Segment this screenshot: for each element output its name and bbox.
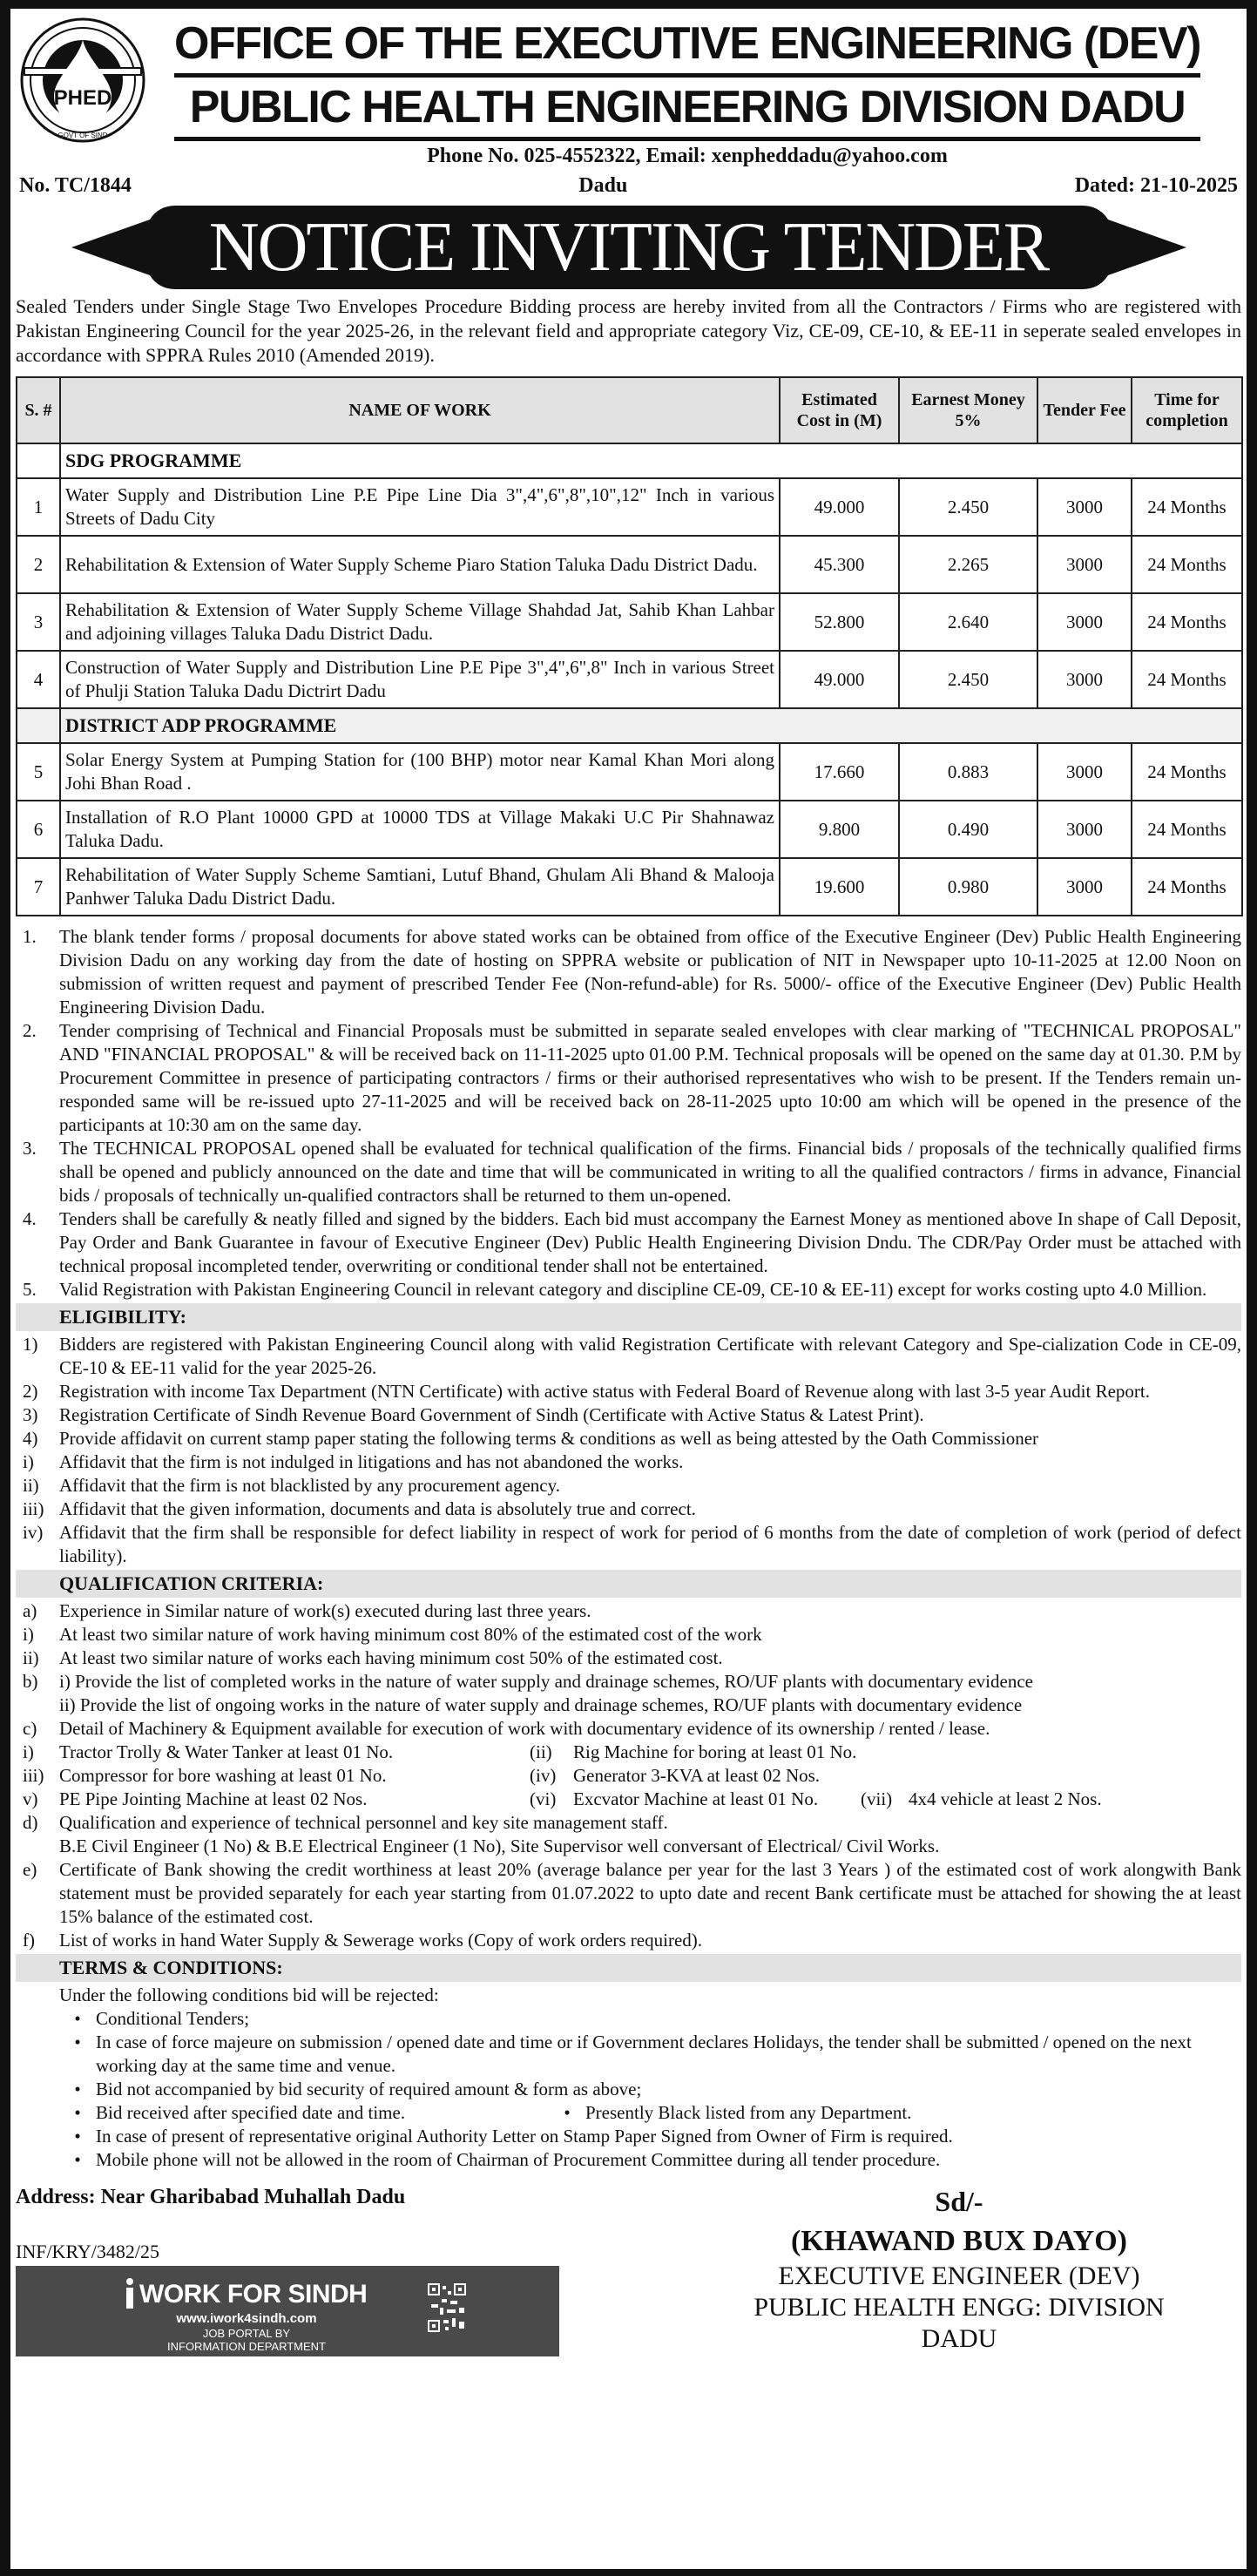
phed-logo [17,16,148,145]
cell-tender-fee: 3000 [1037,593,1132,651]
terms-bullet [16,2148,1241,2172]
cell-earnest-money: 0.490 [899,801,1037,858]
cell-work-name: Solar Energy System at Pumping Station for (100 BHP) motor near Kamal Khan Mori along Johi Bhan Road . [60,743,780,801]
section-title: DISTRICT ADP PROGRAMME [60,708,1242,743]
cell-tender-fee: 3000 [1037,478,1132,536]
qualification-item [16,1835,1241,1858]
cell-estimated-cost: 49.000 [780,478,899,536]
cell-work-name: Construction of Water Supply and Distribution Line P.E Pipe 3",4",6",8" Inch in various Street of Phulji Station Taluka Dadu Dictrirt Dadu [60,651,780,708]
title-banner-wrap [71,206,1186,289]
cell-sno: 3 [17,593,60,651]
instruction-item [16,1278,1241,1302]
iwork-i-logo-icon [124,2278,136,2309]
cell-sno: 1 [17,478,60,536]
list-marker: 5. [23,1279,37,1300]
list-marker: iii) [23,1498,44,1519]
cell-work-name: Rehabilitation of Water Supply Scheme Samtiani, Lutuf Bhand, Ghulam Ali Bhand & Malooja Panhwer Taluka Dadu District Dadu. [60,858,780,916]
list-text: Affidavit that the firm is not blacklisted by any procurement agency. [59,1475,560,1496]
list-text: Affidavit that the given information, documents and data is absolutely true and correct. [59,1498,696,1519]
cell-earnest-money: 2.265 [899,536,1037,593]
iwork-brand: WORK FOR SINDH [139,2280,368,2309]
table-row [17,478,1242,536]
list-marker: 3. [23,1138,37,1159]
qualification-item [16,1929,1241,1952]
bullet-icon: • [74,2102,81,2123]
bullet-icon: • [74,2149,81,2170]
section-title: SDG PROGRAMME [60,443,1242,478]
list-marker: ii) [23,1647,39,1668]
qualification-item [16,1811,1241,1835]
col-header-name: NAME OF WORK [60,377,780,443]
equipment-marker: i) [23,1741,34,1762]
qualification-item [16,1670,1241,1694]
eligibility-item [16,1450,1241,1474]
works-table-body [17,443,1242,916]
division-title: PUBLIC HEALTH ENGINEERING DIVISION DADU [189,82,1186,132]
logo-caption: GOVT OF SIND [57,132,108,139]
cell-completion-time: 24 Months [1132,478,1242,536]
list-marker: i) [23,1451,34,1472]
notice-title: NOTICE INVITING TENDER [208,209,1049,286]
list-marker: i) [23,1624,34,1645]
cell-earnest-money: 2.450 [899,478,1037,536]
equipment-marker: iii) [23,1765,44,1786]
cell-earnest-money: 2.640 [899,593,1037,651]
signatory-name: (KHAWAND BUX DAYO) [791,2225,1127,2257]
table-row [17,651,1242,708]
bullet-text: Mobile phone will not be allowed in the room of Chairman of Procurement Committee during all tender procedure. [96,2149,941,2170]
equipment-item: Tractor Trolly & Water Tanker at least 01 No. [59,1741,394,1762]
terms-bullet [16,2007,1241,2031]
list-text: The blank tender forms / proposal documents for above stated works can be obtained from office of the Executive Engineer (Dev) Public Health Engineering Division Dadu on any working day from the date of hosting on SPPRA website or publication of NIT in Newspaper upto 10-11-2025 at 12.00 Noon on submission of written request and payment of prescribed Tender Fee (Non-refund-able) for Rs. 5000/- office of the Executive Engineer (Dev) Public Health Engineering Division Dadu. [59,926,1241,1018]
cell-completion-time: 24 Months [1132,801,1242,858]
signatory-designation: EXECUTIVE ENGINEER (DEV) PUBLIC HEALTH ENGG: DIVISION DADU [754,2262,1165,2353]
equipment-item: Excvator Machine at least 01 No. [573,1788,819,1809]
equipment-item: Rig Machine for boring at least 01 No. [573,1741,857,1762]
eligibility-list [16,1333,1241,1568]
list-text: At least two similar nature of work having minimum cost 80% of the estimated cost of the work [59,1624,762,1645]
bullet-text: Bid received after specified date and time. [96,2102,406,2123]
bullet-text: In case of present of representative original Authority Letter on Stamp Paper Signed from Owner of Firm is required. [96,2126,953,2147]
reference-number: No. TC/1844 [19,174,132,197]
instructions-list [16,925,1241,1302]
signature-block [680,2184,1238,2355]
cell-tender-fee: 3000 [1037,651,1132,708]
col-header-fee: Tender Fee [1037,377,1132,443]
bullet-text: Conditional Tenders; [96,2008,250,2029]
list-marker: 3) [23,1404,38,1425]
inf-reference: INF/KRY/3482/25 [16,2241,160,2262]
list-text: Tenders shall be carefully & neatly filled and signed by the bidders. Each bid must accompany the Earnest Money as mentioned above In shape of Call Deposit, Pay Order and Bank Guarantee in favour of Executive Engineer (Dev) Public Health Engineering Division Dndu. The CDR/Pay Order must be attached with technical proposal incompleted tender, overwriting or conditional tender shall not be entertained. [59,1208,1241,1276]
table-row [17,801,1242,858]
notice-date: Dated: 21-10-2025 [1074,174,1238,197]
table-row [17,858,1242,916]
list-text: Experience in Similar nature of work(s) executed during last three years. [59,1600,591,1621]
qualification-item [16,1717,1241,1741]
reference-line [16,169,1241,199]
list-marker: f) [23,1930,35,1951]
list-text: The TECHNICAL PROPOSAL opened shall be evaluated for technical qualification of the firms. Financial bids / proposals of the technically qualified firms shall be opened and publicly announced on the date and time that will be communicated in writing to all the qualified contractors / firms in advance, Financial bids / proposals of technically un-qualified contractors shall be returned to them un-opened. [59,1138,1241,1206]
eligibility-item [16,1427,1241,1450]
qr-code-icon [428,2283,466,2332]
section-row [17,708,1242,743]
header-rule [174,137,1200,141]
office-title: OFFICE OF THE EXECUTIVE ENGINEERING (DEV) [174,18,1200,69]
cell-estimated-cost: 49.000 [780,651,899,708]
list-marker: d) [23,1812,38,1833]
bullet-icon: • [74,2126,81,2147]
table-row [17,743,1242,801]
instruction-item [16,1019,1241,1137]
col-header-cost: Estimated Cost in (M) [780,377,899,443]
list-text: Affidavit that the firm shall be responsible for defect liability in respect of work for period of 6 months from the date of completion of work (period of defect liability). [59,1522,1241,1566]
section-sno [17,443,60,478]
works-table [16,376,1243,916]
equipment-item [909,1741,1241,1764]
cell-work-name: Installation of R.O Plant 10000 GPD at 10000 TDS at Village Makaki U.C Pir Shahnawaz Taluka Dadu. [60,801,780,858]
eligibility-item [16,1403,1241,1427]
cell-completion-time: 24 Months [1132,651,1242,708]
cell-tender-fee: 3000 [1037,858,1132,916]
terms-lead: Under the following conditions bid will be rejected: [59,1984,439,2005]
eligibility-item [16,1521,1241,1568]
letterhead-titles [174,16,1200,169]
terms-bullet [16,2078,1241,2101]
qualification-item [16,1599,1241,1623]
iwork-subtitle: JOB PORTAL BY INFORMATION DEPARTMENT [167,2327,326,2353]
terms-bullet-pair [16,2101,1241,2125]
list-text: Affidavit that the firm is not indulged in litigations and has not abandoned the works. [59,1451,684,1472]
bullet-text: In case of force majeure on submission / opened date and time or if Government declares Holidays, the tender shall be submitted / opened on the next working day at the same time and venue. [96,2032,1192,2076]
cell-work-name: Rehabilitation & Extension of Water Supply Scheme Village Shahdad Jat, Sahib Khan Lahbar and adjoining villages Taluka Dadu District Dadu. [60,593,780,651]
table-header-row [17,377,1242,443]
list-marker [16,1694,59,1717]
table-row [17,593,1242,651]
qualification-heading: QUALIFICATION CRITERIA: [16,1570,1241,1598]
notice-footer [16,2184,1241,2356]
bullet-icon: • [74,2079,81,2099]
equipment-marker: (ii) [530,1741,552,1762]
terms-bullet [16,2125,1241,2148]
list-marker [16,1835,59,1858]
equipment-list [16,1741,1241,1811]
qualification-item [16,1858,1241,1929]
notice-body [16,925,1241,2172]
equipment-item: 4x4 vehicle at least 2 Nos. [909,1788,1102,1809]
terms-bullet-list [16,2007,1241,2172]
place: Dadu [578,174,628,197]
list-marker: ii) [23,1475,39,1496]
qualification-list-continued [16,1811,1241,1952]
bullet-text: Bid not accompanied by bid security of required amount & form as above; [96,2079,642,2099]
iwork4sindh-ad [16,2266,559,2356]
cell-estimated-cost: 17.660 [780,743,899,801]
cell-earnest-money: 0.883 [899,743,1037,801]
cell-work-name: Water Supply and Distribution Line P.E Pipe Line Dia 3",4",6",8",10",12" Inch in various Streets of Dadu City [60,478,780,536]
col-header-earnest: Earnest Money 5% [899,377,1037,443]
equipment-marker: (vi) [530,1788,557,1809]
cell-estimated-cost: 19.600 [780,858,899,916]
office-address: Address: Near Gharibabad Muhallah Dadu [16,2186,406,2208]
cell-earnest-money: 0.980 [899,858,1037,916]
qualification-item [16,1694,1241,1717]
cell-work-name: Rehabilitation & Extension of Water Supply Scheme Piaro Station Taluka Dadu District Dadu. [60,536,780,593]
cell-sno: 7 [17,858,60,916]
list-text: Provide affidavit on current stamp paper stating the following terms & conditions as well as being attested by the Oath Commissioner [59,1428,1039,1449]
qualification-item [16,1646,1241,1670]
equipment-row [16,1764,1241,1788]
equipment-item: Generator 3-KVA at least 02 Nos. [573,1765,821,1786]
list-marker: 1. [23,926,37,947]
list-marker: iv) [23,1522,44,1543]
cell-tender-fee: 3000 [1037,743,1132,801]
list-marker: 2) [23,1381,38,1402]
cell-completion-time: 24 Months [1132,593,1242,651]
equipment-marker: (vii) [861,1788,893,1809]
list-text: B.E Civil Engineer (1 No) & B.E Electrical Engineer (1 No), Site Supervisor well conversant of Electrical/ Civil Works. [59,1836,940,1856]
equipment-marker [861,1764,909,1788]
list-text: Detail of Machinery & Equipment available for execution of work with documentary evidence of its ownership / rented / lease. [59,1718,990,1739]
cell-sno: 4 [17,651,60,708]
eligibility-heading: ELIGIBILITY: [16,1303,1241,1331]
equipment-marker: v) [23,1788,38,1809]
list-text: Registration with income Tax Department (NTN Certificate) with active status with Federal Board of Revenue along with last 3-5 year Audit Report. [59,1381,1150,1402]
section-row [17,443,1242,478]
table-row [17,536,1242,593]
eligibility-item [16,1380,1241,1403]
iwork-url: www.iwork4sindh.com [176,2311,317,2326]
cell-tender-fee: 3000 [1037,536,1132,593]
list-marker: a) [23,1600,37,1621]
cell-sno: 2 [17,536,60,593]
cell-estimated-cost: 52.800 [780,593,899,651]
eligibility-item [16,1498,1241,1521]
instruction-item [16,925,1241,1019]
list-text: Bidders are registered with Pakistan Engineering Council along with valid Registration Certificate with relevant Category and Spe-cialization Code in CE-09, CE-10 & EE-11 valid for the year 2025-26. [59,1334,1241,1378]
equipment-item: Compressor for bore washing at least 01 No. [59,1765,387,1786]
list-text: Tender comprising of Technical and Financial Proposals must be submitted in separate sealed envelopes with clear marking of "TECHNICAL PROPOSAL" AND "FINANCIAL PROPOSAL" & will be received back on 11-11-2025 upto 01.00 P.M. Technical proposals will be opened on the same day at 01.30. P.M by Procurement Committee in presence of participating contractors / firms or their authorised representatives who wish to be present. If the Tenders remain un-responded same will be re-issued upto 27-11-2025 and will be received back on 28-11-2025 upto 10:00 am which will be opened in the presence of the participants at 10:30 am on the same day. [59,1020,1241,1135]
list-marker: 4) [23,1428,38,1449]
list-text: At least two similar nature of works each having minimum cost 50% of the estimated cost. [59,1647,723,1668]
cell-completion-time: 24 Months [1132,858,1242,916]
equipment-marker [861,1741,909,1764]
bullet-icon: • [74,2008,81,2029]
instruction-item [16,1207,1241,1278]
logo-text: PHED [53,86,112,110]
eligibility-item [16,1474,1241,1498]
list-marker: e) [23,1859,37,1880]
cell-estimated-cost: 9.800 [780,801,899,858]
equipment-item: PE Pipe Jointing Machine at least 02 Nos. [59,1788,368,1809]
intro-paragraph: Sealed Tenders under Single Stage Two Envelopes Procedure Bidding process are hereby invited from all the Contractors / Firms who are registered with Pakistan Engineering Council for the year 2025-26, in the relevant field and appropriate category Viz, CE-09, CE-10, & EE-11 in seperate sealed envelopes in accordance with SPPRA Rules 2010 (Amended 2019). [16,295,1241,366]
list-marker: c) [23,1718,37,1739]
bullet-icon: • [564,2102,571,2123]
cell-completion-time: 24 Months [1132,743,1242,801]
list-text: ii) Provide the list of ongoing works in the nature of water supply and drainage schemes, RO/UF plants with documentary evidence [59,1694,1023,1715]
bullet-icon: • [74,2032,81,2052]
header-rule [174,73,1200,78]
list-text: Valid Registration with Pakistan Engineering Council in relevant category and discipline CE-09, CE-10 & EE-11) except for works costing upto 4.0 Million. [59,1279,1207,1300]
list-marker: 4. [23,1208,37,1229]
cell-estimated-cost: 45.300 [780,536,899,593]
list-marker: 1) [23,1334,38,1355]
qualification-list [16,1599,1241,1741]
terms-bullet [16,2031,1241,2078]
cell-completion-time: 24 Months [1132,536,1242,593]
cell-sno: 5 [17,743,60,801]
terms-heading: TERMS & CONDITIONS: [16,1954,1241,1982]
equipment-row [16,1788,1241,1811]
list-marker: b) [23,1671,38,1692]
cell-sno: 6 [17,801,60,858]
iwork-brand-row [124,2275,367,2309]
contact-line: Phone No. 025-4552322, Email: xenpheddadu@yahoo.com [427,145,948,167]
signature-mark: Sd/- [935,2186,983,2217]
letterhead [16,9,1241,169]
list-text: Certificate of Bank showing the credit worthiness at least 20% (average balance per year for the last 3 Years ) of the estimated cost of work alongwith Bank statement must be provided separately for each year starting from 01.07.2022 to upto date and recent Bank certificate must be attached for showing the at least 15% balance of the estimated cost. [59,1859,1241,1927]
equipment-item [909,1764,1241,1788]
qualification-item [16,1623,1241,1646]
equipment-row [16,1741,1241,1764]
bullet-text: Presently Black listed from any Department. [585,2102,912,2123]
list-text: Registration Certificate of Sindh Revenue Board Government of Sindh (Certificate with Active Status & Latest Print). [59,1404,924,1425]
footer-left [16,2184,573,2356]
eligibility-item [16,1333,1241,1380]
list-marker: 2. [23,1020,37,1041]
list-text: Qualification and experience of technical personnel and key site management staff. [59,1812,668,1833]
list-text: List of works in hand Water Supply & Sewerage works (Copy of work orders required). [59,1930,703,1951]
col-header-sno: S. # [17,377,60,443]
cell-tender-fee: 3000 [1037,801,1132,858]
list-text: i) Provide the list of completed works in the nature of water supply and drainage schemes, RO/UF plants with documentary evidence [59,1671,1033,1692]
equipment-marker: (iv) [530,1765,557,1786]
col-header-time: Time for completion [1132,377,1242,443]
section-sno [17,708,60,743]
instruction-item [16,1137,1241,1207]
cell-earnest-money: 2.450 [899,651,1037,708]
